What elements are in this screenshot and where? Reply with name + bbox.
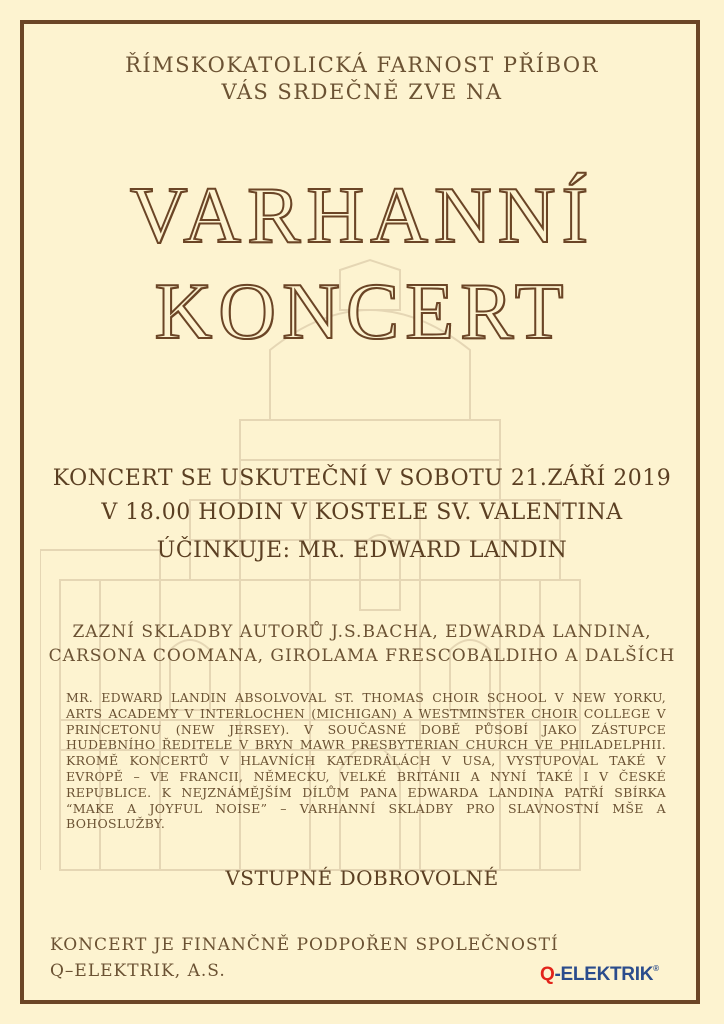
event-details [24, 462, 700, 530]
program-line-1: ZAZNÍ SKLADBY AUTORŮ J.S.BACHA, EDWARDA LANDINA, [72, 622, 652, 642]
admission: VSTUPNÉ DOBROVOLNÉ [225, 866, 499, 890]
invitation-line: VÁS SRDEČNĚ ZVE NA [221, 80, 503, 104]
sponsor-line-2: Q–ELEKTRIK, A.S. [50, 961, 226, 981]
q-elektrik-logo [540, 964, 659, 986]
title-line-2: KONCERT [154, 268, 570, 356]
event-date: KONCERT SE USKUTEČNÍ V SOBOTU 21.ZÁŘÍ 2019 [52, 466, 672, 491]
logo-q: Q [540, 964, 555, 985]
logo-text: -ELEKTRIK [554, 964, 654, 985]
logo-registered: ® [653, 964, 659, 973]
sponsor-line-1: KONCERT JE FINANČNĚ PODPOŘEN SPOLEČNOSTÍ [50, 935, 559, 955]
performer-bio: MR. EDWARD LANDIN ABSOLVOVAL ST. THOMAS CHOIR SCHOOL V NEW YORKU, ARTS ACADEMY V INTERLOCHEN (MICHIGAN) A WESTMINSTER CHOIR COLLEGE V PRINCETONU (NEW JERSEY). V SOUČASNÉ DOBĚ PŮSOBÍ JAKO ZÁSTUPCE HUDEBNÍHO ŘEDITELE V BRYN MAWR PRESBYTERIAN CHURCH VE PHILADELPHII. KROMĚ KONCERTŮ V HLAVNÍCH KATEDRÁLÁCH V USA, VYSTUPOVAL TAKÉ V EVROPĚ – VE FRANCII, NĚMECKU, VELKÉ BRITÁNII A NYNÍ TAKÉ I V ČESKÉ REPUBLICE. K NEJZNÁMĚJŠÍM DÍLŮM PANA EDWARDA LANDINA PATŘÍ SBÍRKA “MAKE A JOYFUL NOISE” – VARHANNÍ SKLADBY PRO SLAVNOSTNÍ MŠE A BOHOSLUŽBY. [66, 690, 666, 832]
sponsor-note [50, 932, 610, 984]
parish-name: ŘÍMSKOKATOLICKÁ FARNOST PŘÍBOR [125, 53, 599, 77]
poster-title [24, 168, 700, 360]
performer: ÚČINKUJE: MR. EDWARD LANDIN [156, 538, 568, 563]
title-line-1: VARHANNÍ [129, 172, 595, 260]
invitation-header [24, 52, 700, 106]
program [24, 620, 700, 668]
event-time-place: V 18.00 HODIN V KOSTELE SV. VALENTINA [101, 500, 623, 525]
program-line-2: CARSONA COOMANA, GIROLAMA FRESCOBALDIHO A DALŠÍCH [48, 646, 676, 666]
